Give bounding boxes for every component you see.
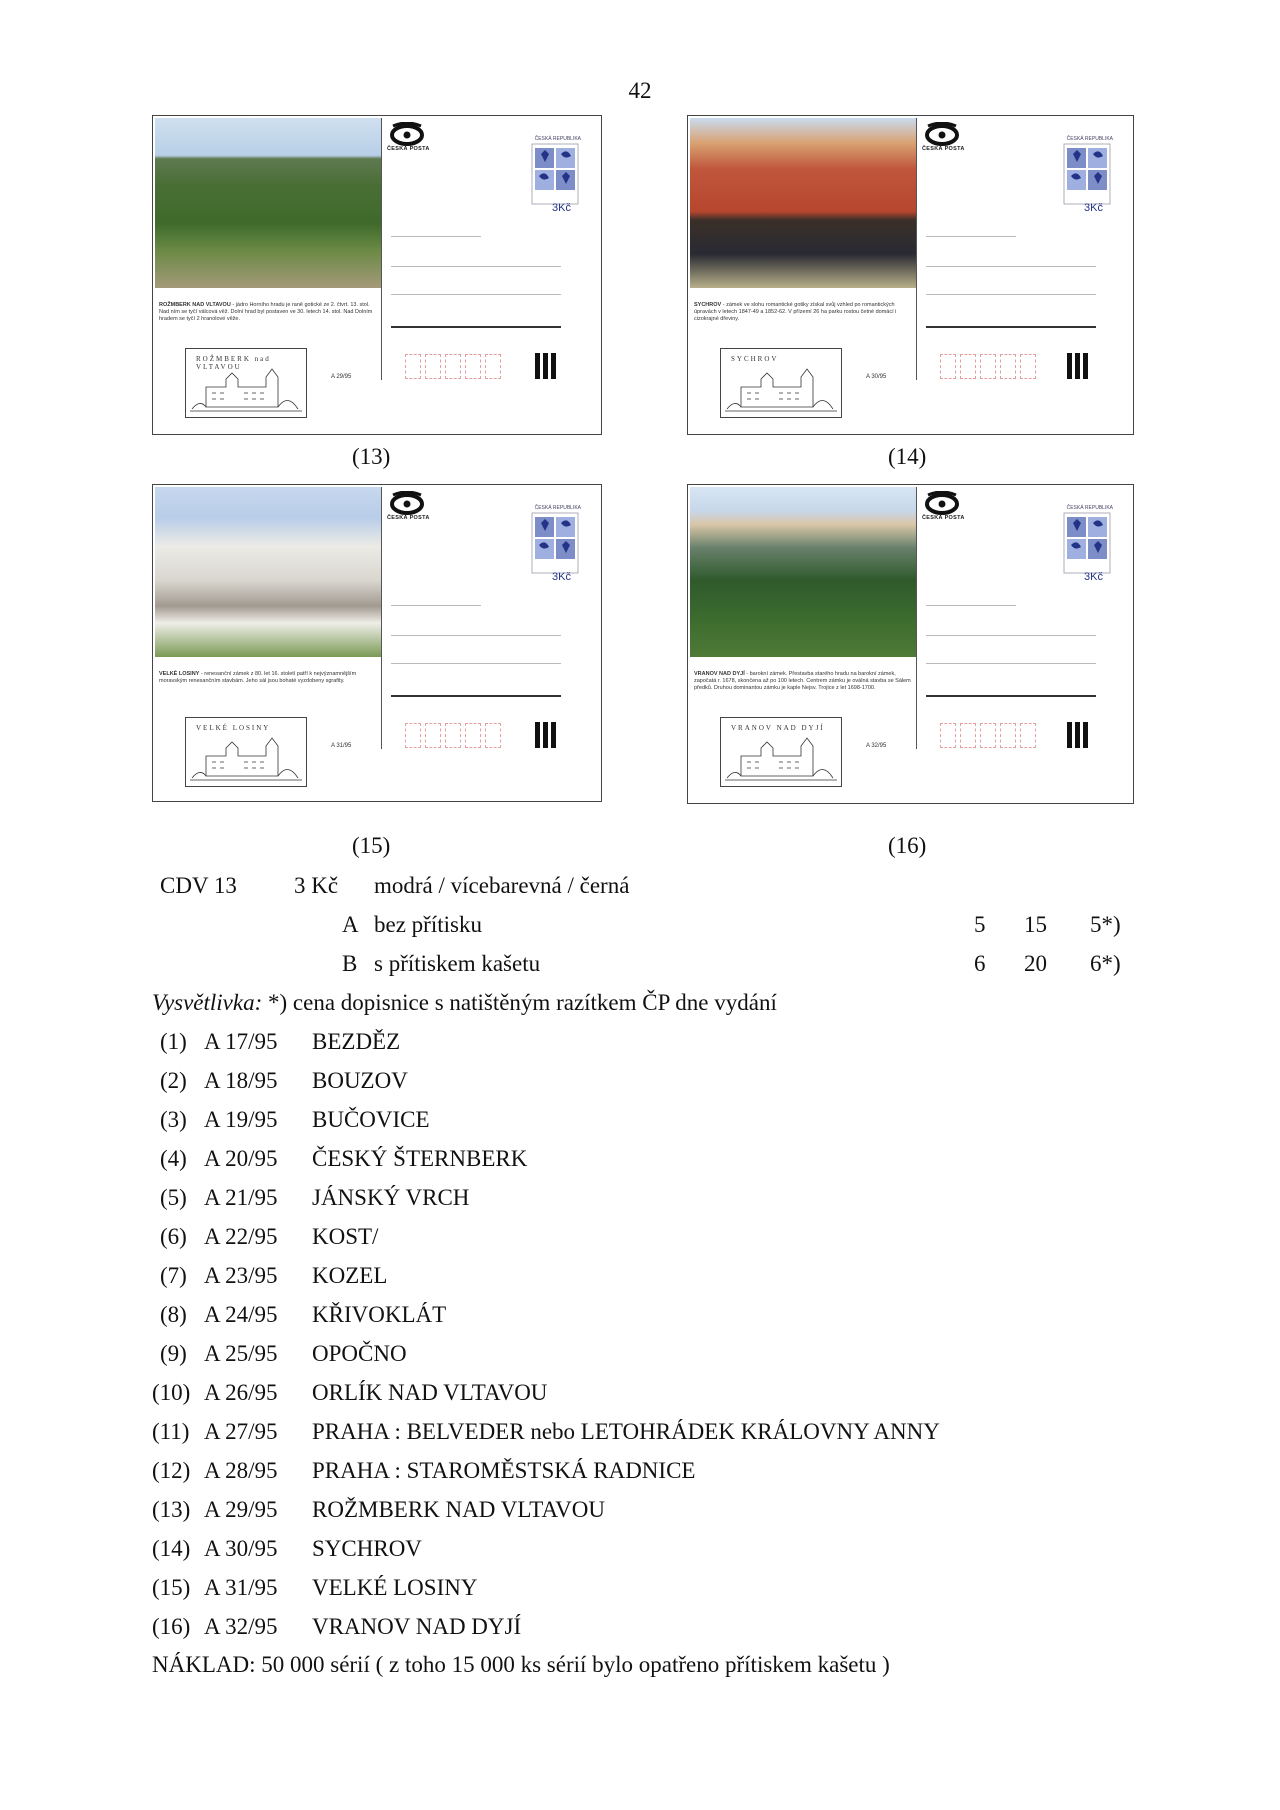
list-item-name: ORLÍK NAD VLTAVOU xyxy=(312,1380,548,1405)
list-item-name: VELKÉ LOSINY xyxy=(312,1575,478,1600)
cachet-label: VRANOV NAD DYJÍ xyxy=(731,724,825,732)
list-item-code: A 27/95 xyxy=(204,1419,278,1444)
list-item-number: (8) xyxy=(160,1302,187,1327)
variant-desc: s přítiskem kašetu xyxy=(374,951,541,976)
variant-price: 5 xyxy=(974,912,986,937)
list-item-name: BEZDĚZ xyxy=(312,1029,401,1054)
list-item-name: BOUZOV xyxy=(312,1068,408,1093)
address-line xyxy=(391,635,561,636)
variant-price: 5*) xyxy=(1090,912,1121,937)
postcard-number: A 31/95 xyxy=(331,743,352,749)
cachet-label: SYCHROV xyxy=(731,355,779,363)
stamp-value: 3Kč xyxy=(552,202,571,214)
list-item-code: A 32/95 xyxy=(204,1614,278,1639)
naklad: NÁKLAD: 50 000 sérií ( z toho 15 000 ks sérií bylo opatřeno přítiskem kašetu ) xyxy=(152,1652,890,1677)
list-item-number: (6) xyxy=(160,1224,187,1249)
variant-price: 15 xyxy=(1024,912,1047,937)
list-item-code: A 18/95 xyxy=(204,1068,278,1093)
address-line xyxy=(926,236,1016,237)
list-item-number: (2) xyxy=(160,1068,187,1093)
list-item-number: (5) xyxy=(160,1185,187,1210)
list-item-number: (14) xyxy=(152,1536,191,1561)
address-line xyxy=(926,635,1096,636)
list-item-code: A 20/95 xyxy=(204,1146,278,1171)
address-line xyxy=(391,294,561,295)
list-item-code: A 31/95 xyxy=(204,1575,278,1600)
list-item-number: (12) xyxy=(152,1458,191,1483)
ceska-posta-logo-icon xyxy=(922,491,962,515)
figure-caption: (14) xyxy=(888,444,927,469)
list-item-name: KŘIVOKLÁT xyxy=(312,1302,447,1327)
postcard-caption-title: SYCHROV xyxy=(694,302,722,308)
list-item-number: (9) xyxy=(160,1341,187,1366)
castle-sketch xyxy=(721,349,841,417)
stamp-value: 3Kč xyxy=(552,571,571,583)
list-item-name: KOST/ xyxy=(312,1224,379,1249)
address-line xyxy=(926,695,1096,697)
address-line xyxy=(926,266,1096,267)
stamp-country: ČESKÁ REPUBLIKA xyxy=(1066,136,1113,142)
variant-price: 6*) xyxy=(1090,951,1121,976)
cachet-drawing xyxy=(185,348,307,418)
catalog-value: 3 Kč xyxy=(294,873,339,898)
postcard-caption-text: - renesanční zámek z 80. let 16. století patří k nejvýznamnějším moravským renesančním stavbám. Jeho sál jsou bohaté vyzdobeny sgrafity. xyxy=(159,671,357,684)
list-item-name: SYCHROV xyxy=(312,1536,422,1561)
postcard-caption-title: VELKÉ LOSINY xyxy=(159,671,200,677)
address-line xyxy=(391,266,561,267)
list-item-name: OPOČNO xyxy=(312,1341,407,1366)
stamp-country: ČESKÁ REPUBLIKA xyxy=(1066,505,1113,511)
note-text: *) cena dopisnice s natištěným razítkem ČP dne vydání xyxy=(262,990,777,1015)
ceska-posta-logo-icon xyxy=(922,122,962,146)
castle-sketch xyxy=(721,718,841,786)
postcard-caption xyxy=(694,302,912,323)
barcode-marks xyxy=(535,353,559,384)
divider xyxy=(381,118,382,380)
variant-letter: A xyxy=(342,912,359,937)
postcard-photo xyxy=(155,487,381,657)
postcard-caption xyxy=(159,302,377,323)
postcard-caption-title: ROŽMBERK NAD VLTAVOU xyxy=(159,302,231,308)
postcode-boxes xyxy=(405,354,505,384)
catalog-colors: modrá / vícebarevná / černá xyxy=(374,873,630,898)
list-item-code: A 19/95 xyxy=(204,1107,278,1132)
address-line xyxy=(926,294,1096,295)
address-line xyxy=(926,326,1096,328)
variant-price: 20 xyxy=(1024,951,1047,976)
postcard-caption-text: - jádro Horního hradu je raně gotické ze 2. čtvrt. 13. stol. Nad ním se tyčí válcová věž. Dolní hrad byl postaven ve 30. letech 14. stol. Nad Dolním hradem se tyčí 2 hranolové věže. xyxy=(159,302,373,322)
list-item-number: (16) xyxy=(152,1614,191,1639)
list-item-number: (1) xyxy=(160,1029,187,1054)
cachet-drawing xyxy=(720,348,842,418)
postcard-caption-title: VRANOV NAD DYJÍ xyxy=(694,671,745,677)
list-item-code: A 22/95 xyxy=(204,1224,278,1249)
list-item-number: (7) xyxy=(160,1263,187,1288)
postcode-boxes xyxy=(940,354,1040,384)
page-number: 42 xyxy=(628,78,652,103)
postcard xyxy=(687,484,1134,804)
list-item-name: BUČOVICE xyxy=(312,1107,430,1132)
list-item-number: (10) xyxy=(152,1380,191,1405)
list-item-code: A 28/95 xyxy=(204,1458,278,1483)
castle-sketch xyxy=(186,349,306,417)
barcode-marks xyxy=(1067,722,1091,753)
address-line xyxy=(391,663,561,664)
postcard-photo xyxy=(155,118,381,288)
castle-sketch xyxy=(186,718,306,786)
list-item-name: PRAHA : STAROMĚSTSKÁ RADNICE xyxy=(312,1458,696,1483)
list-item-number: (4) xyxy=(160,1146,187,1171)
address-line xyxy=(391,326,561,328)
address-line xyxy=(391,695,561,697)
postcard xyxy=(152,484,602,802)
postcard-caption xyxy=(694,671,912,692)
postcard-caption-text: - zámek ve slohu romantické gotiky získal svůj vzhled po romantických úpravách v letech 1847-49 a 1852-62. V přízemí 26 ha parku rostou četné domácí i cizokrajné dřeviny. xyxy=(694,302,897,322)
list-item-name: VRANOV NAD DYJÍ xyxy=(312,1614,522,1639)
list-item-code: A 23/95 xyxy=(204,1263,278,1288)
divider xyxy=(381,487,382,749)
list-item-name: PRAHA : BELVEDER nebo LETOHRÁDEK KRÁLOVNY ANNY xyxy=(312,1419,940,1444)
list-item-number: (11) xyxy=(152,1419,190,1444)
list-item-code: A 30/95 xyxy=(204,1536,278,1561)
posta-label: ČESKÁ POSTA xyxy=(922,515,965,521)
note xyxy=(152,990,777,1016)
address-line xyxy=(926,663,1096,664)
postcard xyxy=(687,115,1134,435)
postcard-caption xyxy=(159,671,377,685)
list-item-name: JÁNSKÝ VRCH xyxy=(312,1185,470,1210)
posta-label: ČESKÁ POSTA xyxy=(387,146,430,152)
divider xyxy=(916,487,917,749)
figure-caption: (16) xyxy=(888,833,927,858)
stamp-country: ČESKÁ REPUBLIKA xyxy=(534,505,581,511)
postcard-number: A 29/95 xyxy=(331,374,352,380)
variant-desc: bez přítisku xyxy=(374,912,482,937)
address-line xyxy=(926,605,1016,606)
postcard-photo xyxy=(690,487,916,657)
divider xyxy=(916,118,917,380)
figure-caption: (13) xyxy=(352,444,391,469)
posta-label: ČESKÁ POSTA xyxy=(922,146,965,152)
cachet-label: ROŽMBERK nad VLTAVOU xyxy=(196,355,271,371)
posta-label: ČESKÁ POSTA xyxy=(387,515,430,521)
list-item-number: (15) xyxy=(152,1575,191,1600)
address-line xyxy=(391,605,481,606)
cachet-label: VELKÉ LOSINY xyxy=(196,724,271,732)
list-item-code: A 29/95 xyxy=(204,1497,278,1522)
stamp-eagle-icon xyxy=(1063,136,1111,206)
postcard-number: A 30/95 xyxy=(866,374,887,380)
cachet-drawing xyxy=(720,717,842,787)
postcode-boxes xyxy=(940,723,1040,753)
postcard-photo xyxy=(690,118,916,288)
stamp-eagle-icon xyxy=(1063,505,1111,575)
variant-price: 6 xyxy=(974,951,986,976)
stamp-country: ČESKÁ REPUBLIKA xyxy=(534,136,581,142)
barcode-marks xyxy=(1067,353,1091,384)
list-item-code: A 25/95 xyxy=(204,1341,278,1366)
stamp-eagle-icon xyxy=(531,136,579,206)
catalog-code: CDV 13 xyxy=(160,873,237,898)
cachet-drawing xyxy=(185,717,307,787)
stamp-value: 3Kč xyxy=(1084,571,1103,583)
postcard-number: A 32/95 xyxy=(866,743,887,749)
list-item-name: ČESKÝ ŠTERNBERK xyxy=(312,1146,528,1171)
ceska-posta-logo-icon xyxy=(387,491,427,515)
list-item-name: ROŽMBERK NAD VLTAVOU xyxy=(312,1497,605,1522)
variant-letter: B xyxy=(342,951,358,976)
postcode-boxes xyxy=(405,723,505,753)
list-item-name: KOZEL xyxy=(312,1263,388,1288)
list-item-code: A 26/95 xyxy=(204,1380,278,1405)
figure-caption: (15) xyxy=(352,833,391,858)
postcard-caption-text: - barokní zámek. Přestavba starého hradu na barokní zámek, započatá r. 1678, skončena až po 100 letech. Centrem zámku je oválná stavba se Sálem předků. Druhou dominantou zámku je kaple Nejsv. Trojice z let 1698-1700. xyxy=(694,671,911,691)
list-item-number: (3) xyxy=(160,1107,187,1132)
note-label: Vysvětlivka: xyxy=(152,990,263,1015)
barcode-marks xyxy=(535,722,559,753)
list-item-code: A 24/95 xyxy=(204,1302,278,1327)
list-item-number: (13) xyxy=(152,1497,191,1522)
ceska-posta-logo-icon xyxy=(387,122,427,146)
stamp-value: 3Kč xyxy=(1084,202,1103,214)
list-item-code: A 17/95 xyxy=(204,1029,278,1054)
address-line xyxy=(391,236,481,237)
stamp-eagle-icon xyxy=(531,505,579,575)
list-item-code: A 21/95 xyxy=(204,1185,278,1210)
postcard xyxy=(152,115,602,435)
